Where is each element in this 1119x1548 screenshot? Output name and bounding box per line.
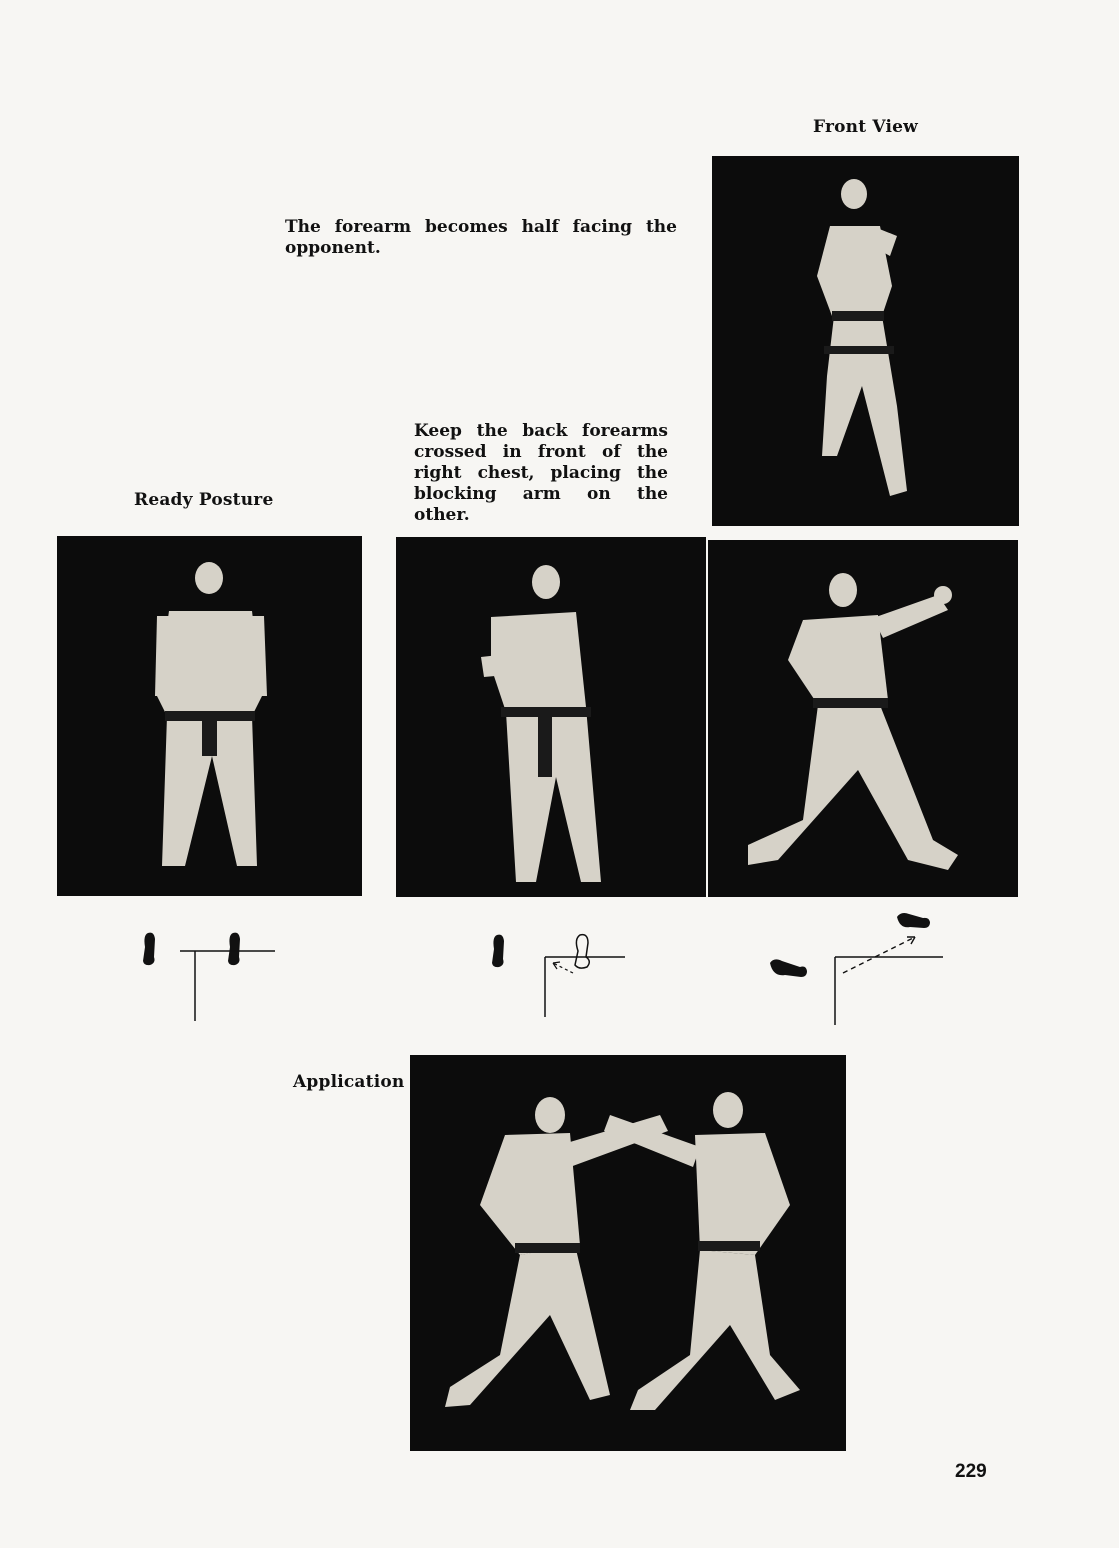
ready-posture-label: Ready Posture xyxy=(134,490,274,510)
block-stance-foot-diagram xyxy=(765,905,945,1030)
front-foot-icon xyxy=(897,913,930,928)
application-photo xyxy=(410,1055,846,1451)
front-view-photo xyxy=(712,156,1019,526)
step-crossed-forearms-photo xyxy=(396,537,706,897)
ready-posture-photo xyxy=(57,536,362,896)
left-foot-icon xyxy=(143,933,155,966)
ready-stance-foot-diagram xyxy=(135,925,285,1025)
application-label: Application xyxy=(293,1072,405,1092)
step-block-photo xyxy=(708,540,1018,897)
front-view-label: Front View xyxy=(813,117,918,137)
page-number: 229 xyxy=(955,1461,987,1482)
right-foot-icon xyxy=(228,933,240,966)
back-foot-icon xyxy=(770,959,807,977)
left-foot-icon xyxy=(492,935,504,968)
right-foot-outline-icon xyxy=(575,935,589,968)
keep-back-caption: Keep the back forearms crossed in front of the right chest, placing the blocking arm on the other. xyxy=(414,421,668,525)
forearm-caption: The forearm becomes half facing the opponent. xyxy=(285,217,677,258)
middle-stance-foot-diagram xyxy=(485,925,635,1025)
